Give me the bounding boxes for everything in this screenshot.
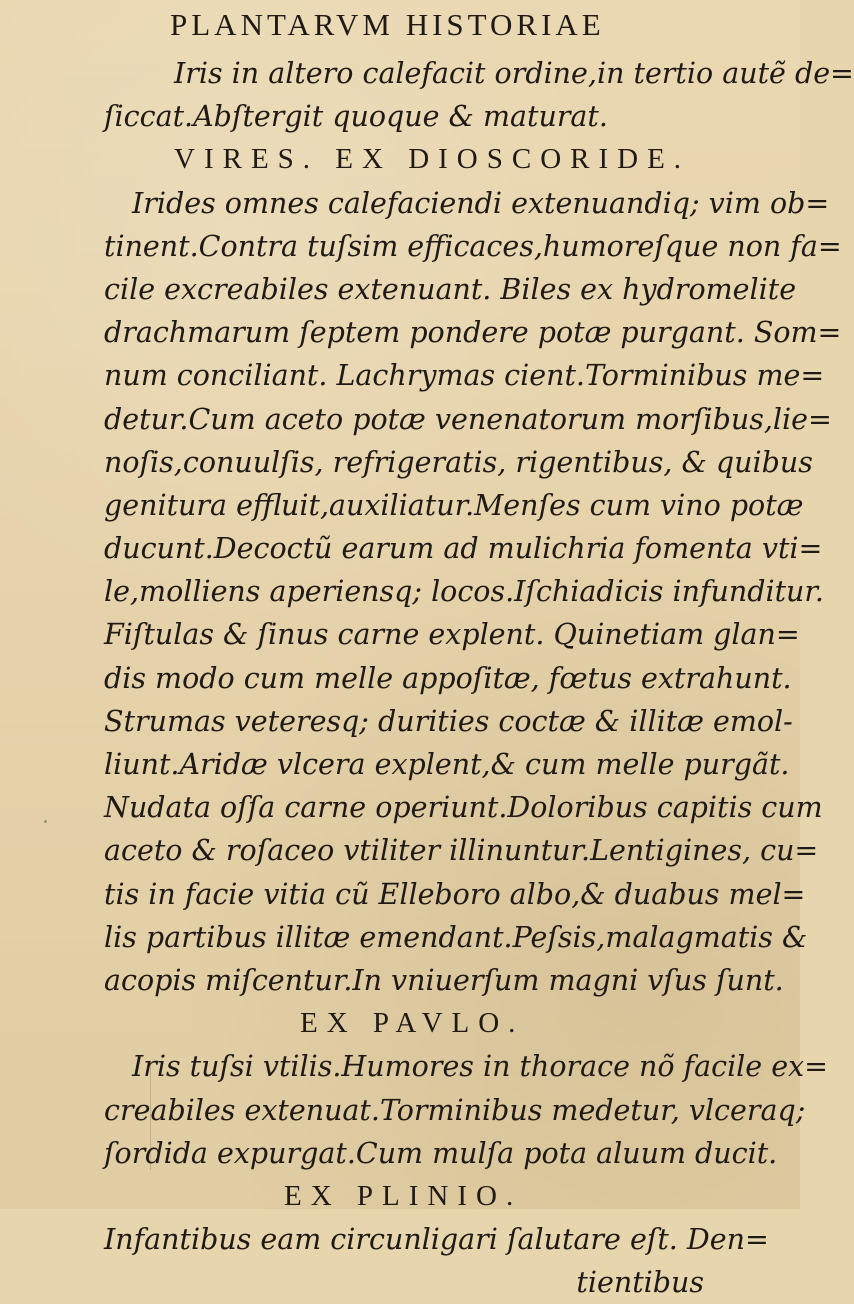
text-line: Strumas veteresq; durities coctæ & illitæ emol- — [104, 704, 793, 738]
text-line: ducunt.Decoctũ earum ad mulichria fomenta vti= — [104, 532, 823, 566]
text-line: creabiles extenuat.Torminibus medetur, vlceraq; — [104, 1093, 806, 1127]
text-line: num conciliant. Lachrymas cient.Torminibus me= — [104, 359, 825, 393]
text-line: drachmarum ſeptem pondere potæ purgant. Som= — [104, 316, 842, 350]
text-line: Fiſtulas & ſinus carne explent. Quinetiam glan= — [104, 618, 800, 652]
text-line: ſiccat.Abſtergit quoque & maturat. — [104, 100, 608, 134]
text-line: tinent.Contra tuſsim efficaces,humoreſque non fa= — [104, 229, 842, 263]
text-line: lis partibus illitæ emendant.Peſsis,malagmatis & — [104, 920, 808, 954]
text-line: le,molliens aperiensq; locos.Iſchiadicis infunditur. — [104, 575, 824, 609]
running-header: PLANTARVM HISTORIAE — [170, 7, 605, 42]
section-heading: VIRES. EX DIOSCORIDE. — [174, 143, 691, 176]
text-line: dis modo cum melle appoſitæ, fœtus extrahunt. — [104, 661, 792, 695]
section-heading: EX PLINIO. — [284, 1179, 523, 1212]
body-text — [104, 52, 854, 1304]
paper-speck — [44, 820, 47, 823]
text-line: Nudata oſſa carne operiunt.Doloribus capitis cum — [104, 791, 823, 825]
text-line: Irides omnes calefaciendi extenuandiq; vim ob= — [132, 186, 830, 220]
text-line: liunt.Aridæ vlcera explent,& cum melle purgãt. — [104, 748, 790, 781]
text-line: Iris in altero calefacit ordine,in tertio autẽ de= — [174, 57, 854, 90]
page-bleed-mark — [150, 1060, 151, 1170]
text-line: tis in facie vitia cũ Elleboro albo,& duabus mel= — [104, 877, 806, 911]
text-line: noſis,conuulſis, refrigeratis, rigentibus, & quibus — [104, 445, 813, 479]
text-line: acopis miſcentur.In vniuerſum magni vſus ſunt. — [104, 963, 784, 997]
text-line: genitura effluit,auxiliatur.Menſes cum vino potæ — [104, 488, 804, 522]
text-line: aceto & roſaceo vtiliter illinuntur.Lentigines, cu= — [104, 834, 819, 868]
section-heading: EX PAVLO. — [300, 1007, 525, 1040]
text-line: Iris tuſsi vtilis.Humores in thorace nõ facile ex= — [132, 1050, 829, 1084]
text-line: Infantibus eam circunligari ſalutare eſt. Den= — [104, 1223, 769, 1257]
text-line: detur.Cum aceto potæ venenatorum morſibus,lie= — [104, 402, 832, 436]
text-line: ſordida expurgat.Cum mulſa pota aluum ducit. — [104, 1136, 778, 1170]
catchword: tientibus — [576, 1266, 704, 1300]
text-line: cile excreabiles extenuant. Biles ex hydromelite — [104, 272, 797, 306]
